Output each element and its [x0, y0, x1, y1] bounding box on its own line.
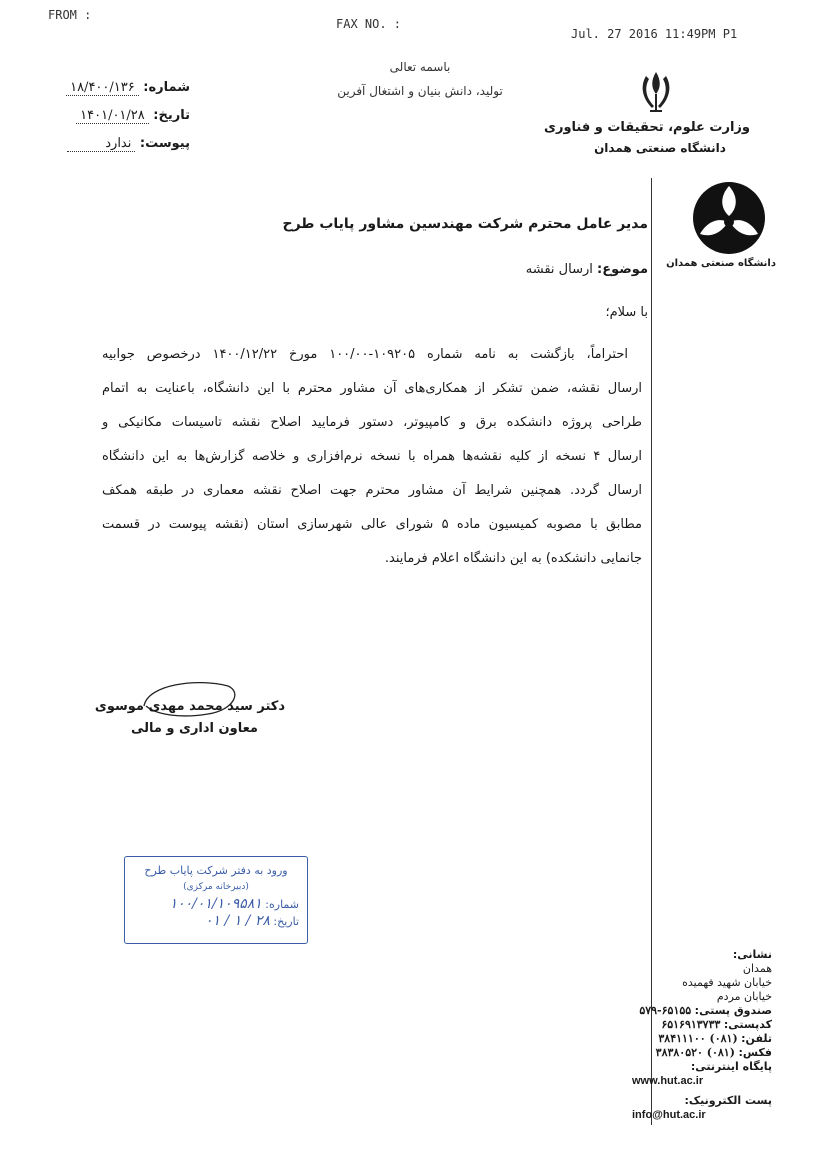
signatory-title: معاون اداری و مالی — [130, 721, 258, 736]
phone-row — [632, 1032, 772, 1046]
letter-attachment-value: ندارد — [67, 136, 135, 152]
email-link[interactable]: info@hut.ac.ir — [632, 1109, 706, 1121]
letter-attachment-label: پیوست: — [139, 136, 190, 151]
fax-value: (۰۸۱) ۳۸۳۸۰۵۲۰ — [655, 1046, 735, 1059]
phone-label: تلفن: — [741, 1032, 772, 1045]
address-street: خیابان شهید فهمیده — [682, 976, 772, 989]
letter-body — [102, 338, 642, 576]
website-label: پایگاه اینترنتی: — [690, 1060, 772, 1073]
subject-label: موضوع: — [597, 262, 648, 277]
stamp-number-value: ۱۰۰/۰۱/۱۰۹۵۸۱ — [169, 896, 262, 912]
body-line: ارسال نقشه، ضمن تشکر از همکاری‌های آن مشاور محترم با این دانشگاه، باعنایت به اتمام — [102, 381, 642, 396]
letter-number-label: شماره: — [143, 80, 190, 95]
fax-row — [632, 1046, 772, 1060]
postal-code-row — [632, 1018, 772, 1032]
letter-attachment-row — [30, 136, 190, 152]
po-box-row — [632, 1004, 772, 1018]
postal-code-label: کدپستی: — [723, 1018, 772, 1031]
stamp-number-row — [125, 896, 307, 913]
stamp-title: ورود به دفتر شرکت پایاب طرح — [144, 864, 288, 877]
stamp-number-label: شماره: — [265, 898, 299, 911]
logo-caption: دانشگاه صنعتی همدان — [666, 258, 776, 269]
received-stamp — [124, 856, 308, 944]
body-line: احتراماً، بازگشت به نامه شماره ۱۰۹۲۰۵-۱۰۰/۰۰ مورخ ۱۴۰۰/۱۲/۲۲ درخصوص جوابیه — [102, 347, 628, 362]
stamp-date-value: ۲۸ / ۱ / ۰۱ — [205, 913, 270, 929]
motto-slogan: تولید، دانش بنیان و اشتغال آفرین — [337, 84, 503, 98]
stamp-date-label: تاریخ: — [273, 915, 299, 928]
phone-value: (۰۸۱) ۳۸۴۱۱۱۰۰ — [658, 1032, 738, 1045]
letter-date-label: تاریخ: — [153, 108, 190, 123]
website-link[interactable]: www.hut.ac.ir — [632, 1075, 704, 1087]
address-street2: خیابان مردم — [716, 990, 772, 1003]
po-box-label: صندوق پستی: — [694, 1004, 772, 1017]
fax-datetime-page: Jul. 27 2016 11:49PM P1 — [571, 27, 738, 41]
fax-label: فکس: — [738, 1046, 772, 1059]
iran-emblem-icon — [636, 70, 676, 114]
letter-date-value: ۱۴۰۱/۰۱/۲۸ — [76, 108, 149, 124]
ministry-name: وزارت علوم، تحقیقات و فناوری — [544, 120, 750, 135]
body-line: ارسال ۴ نسخه از کلیه نقشه‌ها همراه با نسخه نرم‌افزاری و خلاصه گزارش‌ها به این دانشگاه — [102, 449, 642, 464]
letter-number-row — [30, 80, 190, 96]
address-label: نشانی: — [732, 948, 772, 961]
letter-number-value: ۱۸/۴۰۰/۱۳۶ — [66, 80, 139, 96]
subject-line — [440, 262, 648, 277]
signatory-name: دکتر سید محمد مهدی موسوی — [94, 699, 285, 714]
contact-block — [632, 948, 772, 1122]
fax-from-label: FROM : — [48, 8, 92, 22]
postal-code-value: ۶۵۱۶۹۱۳۷۳۳ — [661, 1018, 721, 1031]
letter-date-row — [30, 108, 190, 124]
fax-number-label: FAX NO. : — [336, 17, 402, 31]
address-city: همدان — [742, 962, 772, 975]
body-line: مطابق با مصوبه کمیسیون ماده ۵ شورای عالی شهرسازی استان (نقشه پیوست در قسمت — [102, 517, 643, 532]
email-label: پست الکترونیک: — [684, 1094, 772, 1107]
body-line: ارسال گردد. همچنین شرایط آن مشاور محترم جهت اصلاح نقشه معماری در طبقه همکف — [102, 483, 642, 498]
po-box-value: ۶۵۱۵۵-۵۷۹ — [639, 1004, 692, 1017]
stamp-subtitle: (دبیرخانه مرکزی) — [183, 882, 249, 892]
university-name: دانشگاه صنعتی همدان — [594, 141, 726, 155]
greeting: با سلام؛ — [605, 305, 648, 320]
recipient-line: مدیر عامل محترم شرکت مهندسین مشاور پایاب طرح — [282, 216, 648, 232]
body-line: جانمایی دانشکده) به این دانشگاه اعلام فرمایند. — [384, 551, 642, 566]
university-logo-icon — [682, 178, 776, 256]
subject-value: ارسال نقشه — [525, 262, 593, 277]
body-line: طراحی پروژه دانشکده برق و کامپیوتر، دستور فرمایید اصلاح نقشه تاسیسات مکانیکی و — [102, 415, 642, 430]
motto-basmeh: باسمه تعالی — [389, 60, 451, 74]
stamp-date-row — [125, 913, 307, 930]
